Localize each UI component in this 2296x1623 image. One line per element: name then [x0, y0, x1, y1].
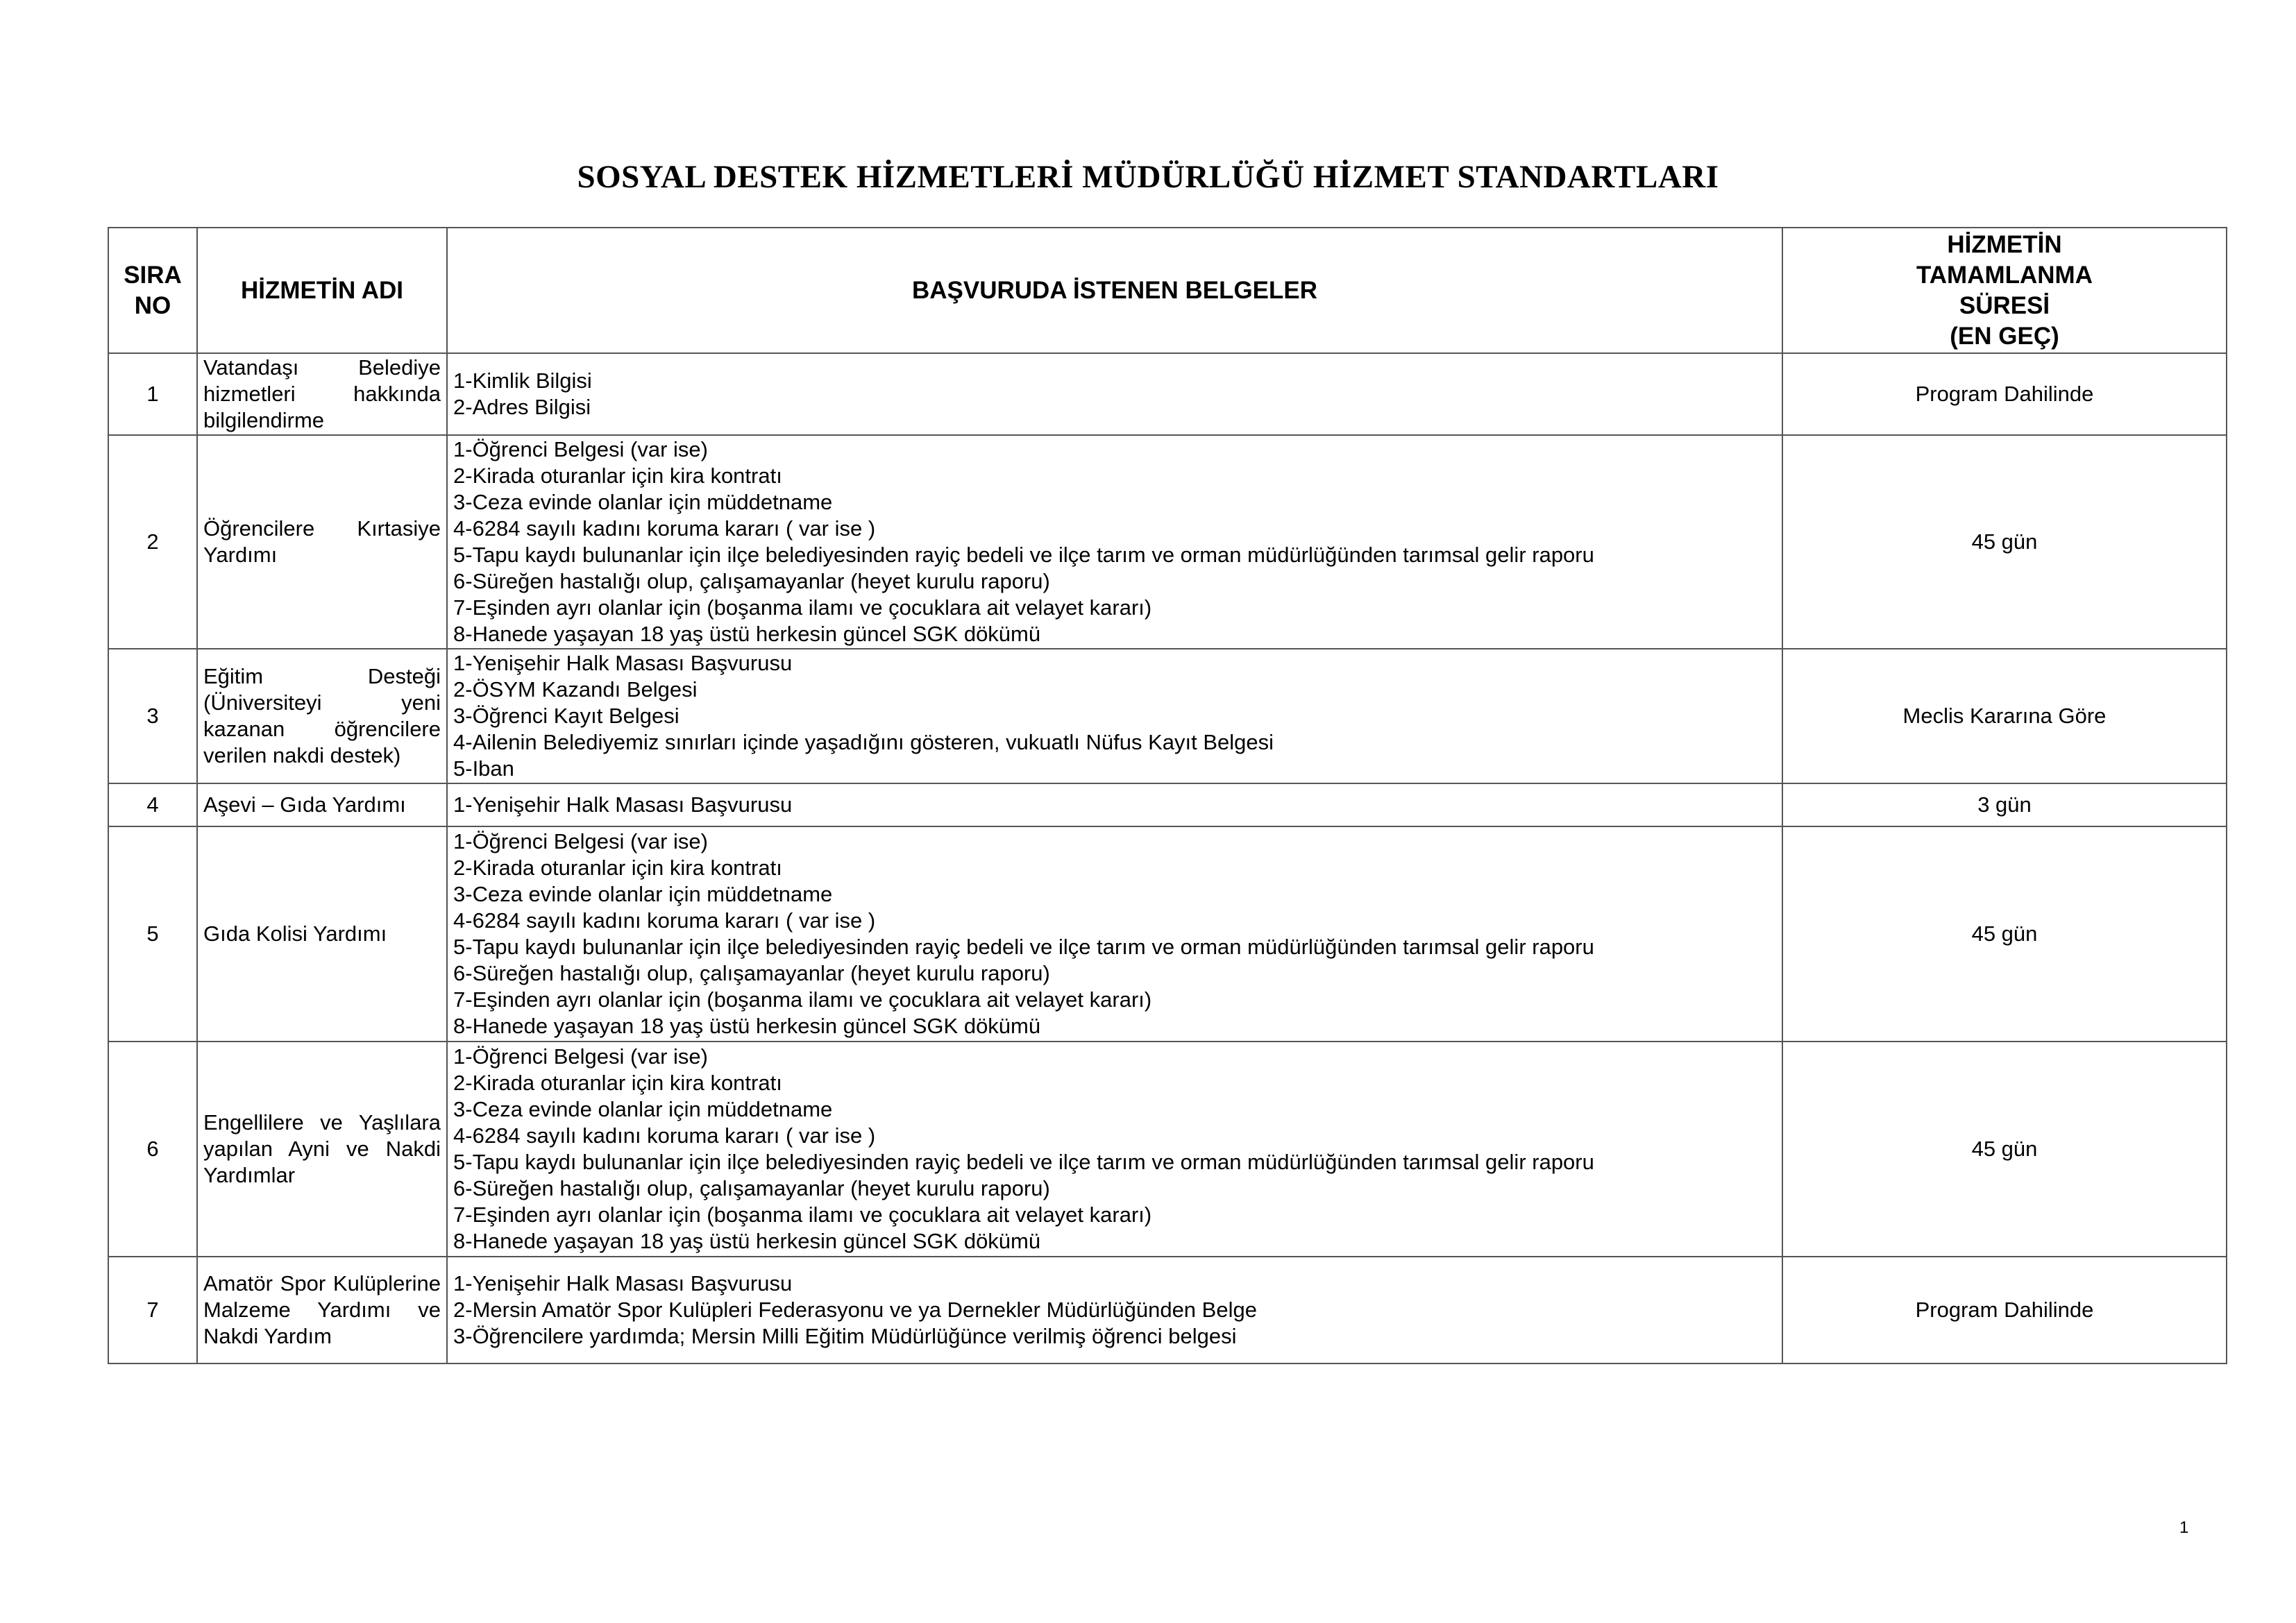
document-item: 3-Öğrenci Kayıt Belgesi — [453, 704, 679, 728]
document-item: 2-Mersin Amatör Spor Kulüpleri Federasyonu ve ya Dernekler Müdürlüğünden Belge — [453, 1298, 1257, 1322]
header-time-line2: TAMAMLANMA — [1916, 261, 2093, 289]
table-row — [108, 435, 2227, 649]
row-number: 7 — [108, 1257, 197, 1363]
document-item: 3-Öğrencilere yardımda; Mersin Milli Eğitim Müdürlüğünce verilmiş öğrenci belgesi — [453, 1324, 1237, 1348]
required-documents — [447, 826, 1782, 1042]
table-row — [108, 1257, 2227, 1363]
header-no — [108, 228, 197, 353]
document-item: 2-Adres Bilgisi — [453, 395, 591, 419]
document-item: 1-Öğrenci Belgesi (var ise) — [453, 829, 708, 853]
document-item: 5-Tapu kaydı bulunanlar için ilçe belediyesinden rayiç bedeli ve ilçe tarım ve orman müdürlüğünden tarımsal gelir raporu — [453, 935, 1594, 959]
document-item: 6-Süreğen hastalığı olup, çalışamayanlar (heyet kurulu raporu) — [453, 1176, 1050, 1200]
document-item: 7-Eşinden ayrı olanlar için (boşanma ilamı ve çocuklara ait velayet kararı) — [453, 987, 1152, 1012]
document-item: 5-Tapu kaydı bulunanlar için ilçe belediyesinden rayiç bedeli ve ilçe tarım ve orman müdürlüğünden tarımsal gelir raporu — [453, 1150, 1594, 1174]
required-documents — [447, 649, 1782, 783]
service-name: Engellilere ve Yaşlılara yapılan Ayni ve Nakdi Yardımlar — [197, 1042, 447, 1257]
document-item: 4-6284 sayılı kadını koruma kararı ( var ise ) — [453, 516, 876, 541]
service-name: Gıda Kolisi Yardımı — [197, 826, 447, 1042]
service-name: Vatandaşı Belediye hizmetleri hakkında bilgilendirme — [197, 353, 447, 435]
service-name: Eğitim Desteği (Üniversiteyi yeni kazanan öğrencilere verilen nakdi destek) — [197, 649, 447, 783]
row-number: 5 — [108, 826, 197, 1042]
completion-time: 45 gün — [1782, 435, 2227, 649]
document-item: 5-Tapu kaydı bulunanlar için ilçe belediyesinden rayiç bedeli ve ilçe tarım ve orman müdürlüğünden tarımsal gelir raporu — [453, 543, 1594, 567]
completion-time: 3 gün — [1782, 783, 2227, 826]
table-body — [108, 353, 2227, 1363]
document-item: 7-Eşinden ayrı olanlar için (boşanma ilamı ve çocuklara ait velayet kararı) — [453, 595, 1152, 620]
required-documents — [447, 353, 1782, 435]
document-item: 4-Ailenin Belediyemiz sınırları içinde yaşadığını gösteren, vukuatlı Nüfus Kayıt Belgesi — [453, 730, 1274, 754]
table-row — [108, 353, 2227, 435]
header-time-line3: SÜRESİ — [1959, 291, 2050, 319]
row-number: 4 — [108, 783, 197, 826]
header-row — [108, 228, 2227, 353]
document-item: 8-Hanede yaşayan 18 yaş üstü herkesin güncel SGK dökümü — [453, 622, 1041, 646]
row-number: 2 — [108, 435, 197, 649]
document-item: 2-ÖSYM Kazandı Belgesi — [453, 677, 698, 702]
document-item: 3-Ceza evinde olanlar için müddetname — [453, 490, 833, 514]
row-number: 3 — [108, 649, 197, 783]
document-item: 1-Kimlik Bilgisi — [453, 368, 592, 393]
document-item: 1-Öğrenci Belgesi (var ise) — [453, 1044, 708, 1069]
table-row — [108, 1042, 2227, 1257]
completion-time: Program Dahilinde — [1782, 1257, 2227, 1363]
service-standards-table — [108, 227, 2227, 1364]
row-number: 6 — [108, 1042, 197, 1257]
completion-time: Program Dahilinde — [1782, 353, 2227, 435]
page-number: 1 — [2179, 1518, 2189, 1537]
header-no-line2: NO — [134, 291, 171, 319]
required-documents — [447, 435, 1782, 649]
document-item: 8-Hanede yaşayan 18 yaş üstü herkesin güncel SGK dökümü — [453, 1229, 1041, 1253]
document-item: 5-Iban — [453, 756, 514, 781]
document-item: 3-Ceza evinde olanlar için müddetname — [453, 882, 833, 906]
document-item: 2-Kirada oturanlar için kira kontratı — [453, 464, 782, 488]
document-item: 2-Kirada oturanlar için kira kontratı — [453, 856, 782, 880]
header-time-line1: HİZMETİN — [1947, 230, 2062, 258]
document-item: 1-Öğrenci Belgesi (var ise) — [453, 437, 708, 461]
service-name: Amatör Spor Kulüplerine Malzeme Yardımı ve Nakdi Yardım — [197, 1257, 447, 1363]
header-time-line4: (EN GEÇ) — [1950, 322, 2059, 350]
page-title: SOSYAL DESTEK HİZMETLERİ MÜDÜRLÜĞÜ HİZMET STANDARTLARI — [577, 159, 1719, 195]
document-item: 2-Kirada oturanlar için kira kontratı — [453, 1071, 782, 1095]
table-row — [108, 783, 2227, 826]
completion-time: Meclis Kararına Göre — [1782, 649, 2227, 783]
document-item: 1-Yenişehir Halk Masası Başvurusu — [453, 792, 793, 817]
document-item: 4-6284 sayılı kadını koruma kararı ( var ise ) — [453, 1123, 876, 1148]
document-item: 1-Yenişehir Halk Masası Başvurusu — [453, 1271, 793, 1295]
document-item: 6-Süreğen hastalığı olup, çalışamayanlar (heyet kurulu raporu) — [453, 569, 1050, 593]
required-documents — [447, 1042, 1782, 1257]
required-documents — [447, 1257, 1782, 1363]
completion-time: 45 gün — [1782, 1042, 2227, 1257]
service-name: Öğrencilere Kırtasiye Yardımı — [197, 435, 447, 649]
header-time — [1782, 228, 2227, 353]
header-docs: BAŞVURUDA İSTENEN BELGELER — [447, 228, 1782, 353]
service-name: Aşevi – Gıda Yardımı — [197, 783, 447, 826]
document-item: 7-Eşinden ayrı olanlar için (boşanma ilamı ve çocuklara ait velayet kararı) — [453, 1203, 1152, 1227]
document-item: 4-6284 sayılı kadını koruma kararı ( var ise ) — [453, 908, 876, 933]
header-no-line1: SIRA — [124, 261, 182, 289]
document-item: 3-Ceza evinde olanlar için müddetname — [453, 1097, 833, 1121]
document-item: 8-Hanede yaşayan 18 yaş üstü herkesin güncel SGK dökümü — [453, 1014, 1041, 1038]
table-row — [108, 826, 2227, 1042]
document-item: 6-Süreğen hastalığı olup, çalışamayanlar (heyet kurulu raporu) — [453, 961, 1050, 985]
header-name: HİZMETİN ADI — [197, 228, 447, 353]
completion-time: 45 gün — [1782, 826, 2227, 1042]
row-number: 1 — [108, 353, 197, 435]
table-row — [108, 649, 2227, 783]
required-documents — [447, 783, 1782, 826]
document-item: 1-Yenişehir Halk Masası Başvurusu — [453, 651, 793, 675]
